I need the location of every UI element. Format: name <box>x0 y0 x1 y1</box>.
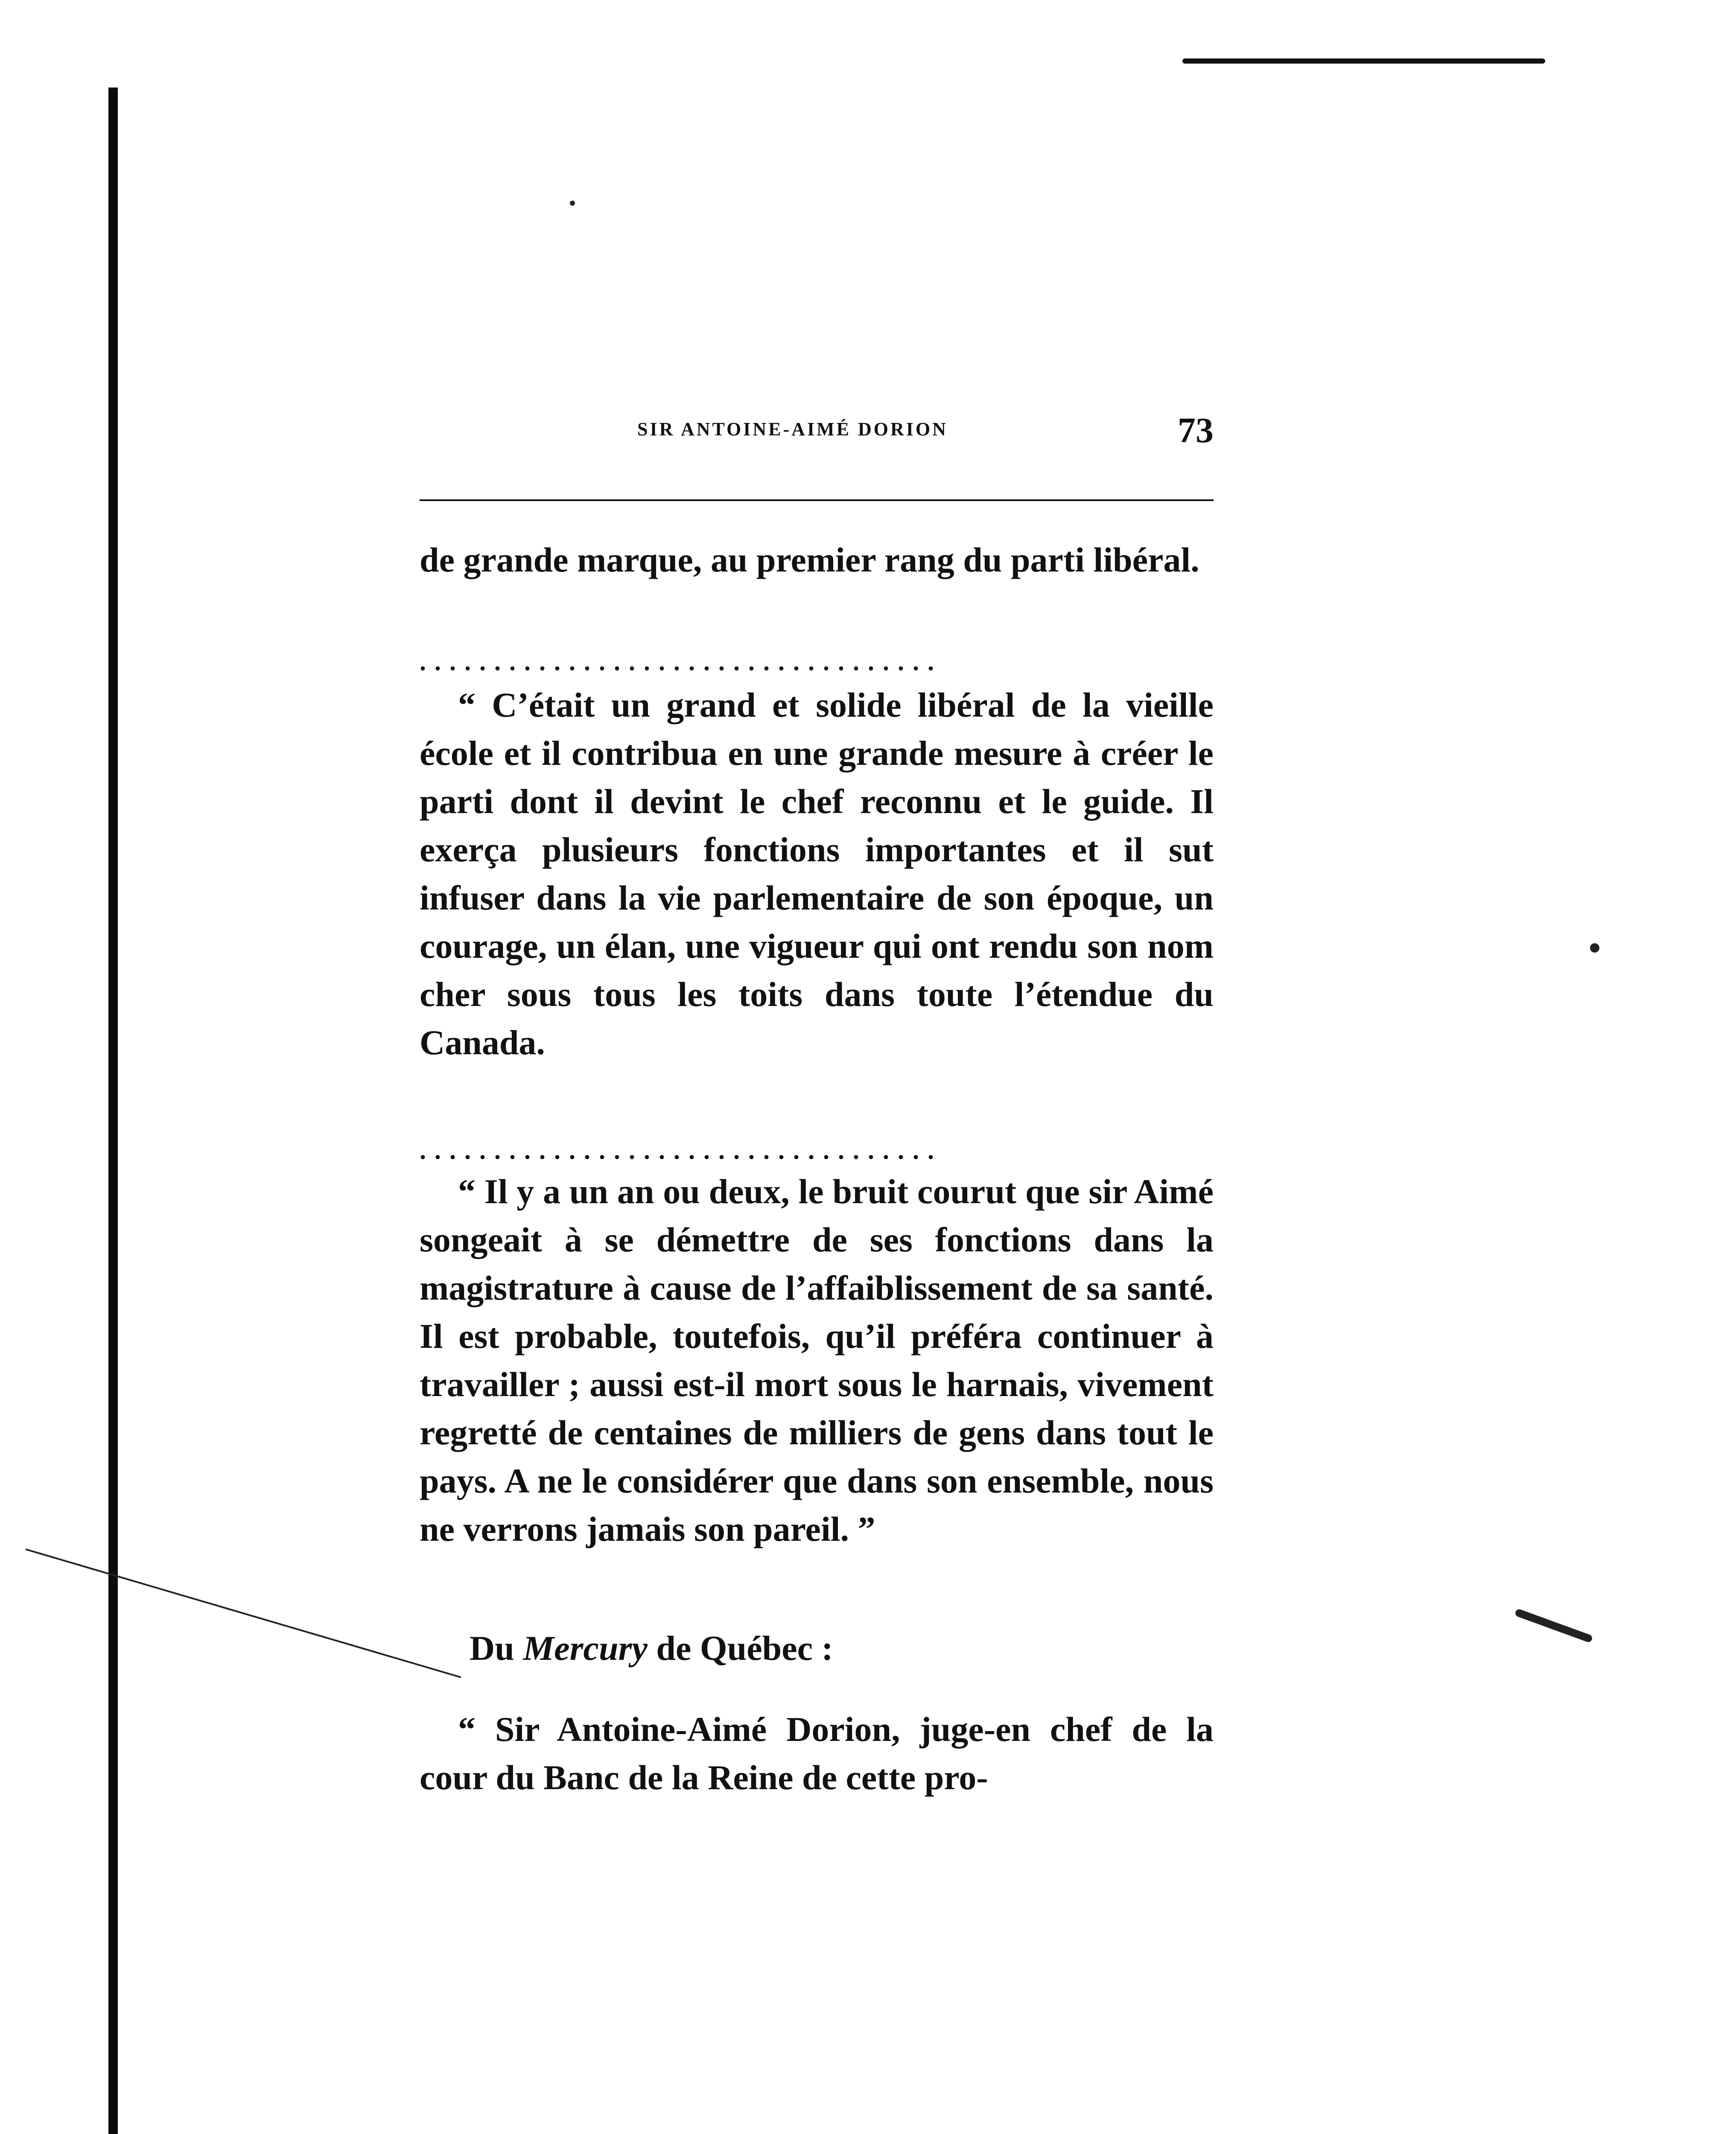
intro-prefix: Du <box>470 1629 523 1668</box>
scan-speck <box>570 201 575 206</box>
scan-edge-mark <box>1182 58 1545 64</box>
quote-paragraph-2 <box>420 1167 1214 1553</box>
quote-paragraph-1 <box>420 681 1214 1067</box>
journal-title: Mercury <box>523 1629 648 1668</box>
running-title: SIR ANTOINE-AIMÉ DORION <box>637 419 948 440</box>
paragraph-text: de grande marque, au premier rang du parti libéral. <box>420 540 1199 579</box>
scan-smudge <box>1514 1608 1593 1643</box>
header-rule <box>420 499 1214 501</box>
intro-suffix: de Québec : <box>647 1629 833 1668</box>
source-intro <box>470 1628 833 1668</box>
paragraph-text: “ Il y a un an ou deux, le bruit courut que sir Aimé songeait à se démettre de ses fonctions dans la magistrature à cause de l’affaiblissement de sa santé. Il est probable, toutefois, qu’il préféra continuer à travailler ; aussi est-il mort sous le harnais, vivement regretté de centaines de milliers de gens dans tout le pays. A ne le considérer que dans son ensemble, nous ne verrons jamais son pareil. ” <box>420 1172 1214 1548</box>
paragraph-text: “ Sir Antoine-Aimé Dorion, juge-en chef de la cour du Banc de la Reine de cette pro- <box>420 1710 1214 1797</box>
paragraph-continuation <box>420 536 1214 584</box>
ellipsis-separator: ................................... <box>420 649 942 674</box>
page-number: 73 <box>1178 411 1214 450</box>
quote-paragraph-3 <box>420 1705 1214 1802</box>
running-head <box>420 410 1214 461</box>
ellipsis-separator: ................................... <box>420 1137 942 1163</box>
scan-speck <box>1590 943 1599 953</box>
paragraph-text: “ C’était un grand et solide libéral de la vieille école et il contribua en une grande mesure à créer le parti dont il devint le chef reconnu et le guide. Il exerça plusieurs fonctions importantes et il sut infuser dans la vie parlementaire de son époque, un courage, un élan, une vigueur qui ont rendu son nom cher sous tous les toits dans toute l’étendue du Canada. <box>420 685 1214 1062</box>
